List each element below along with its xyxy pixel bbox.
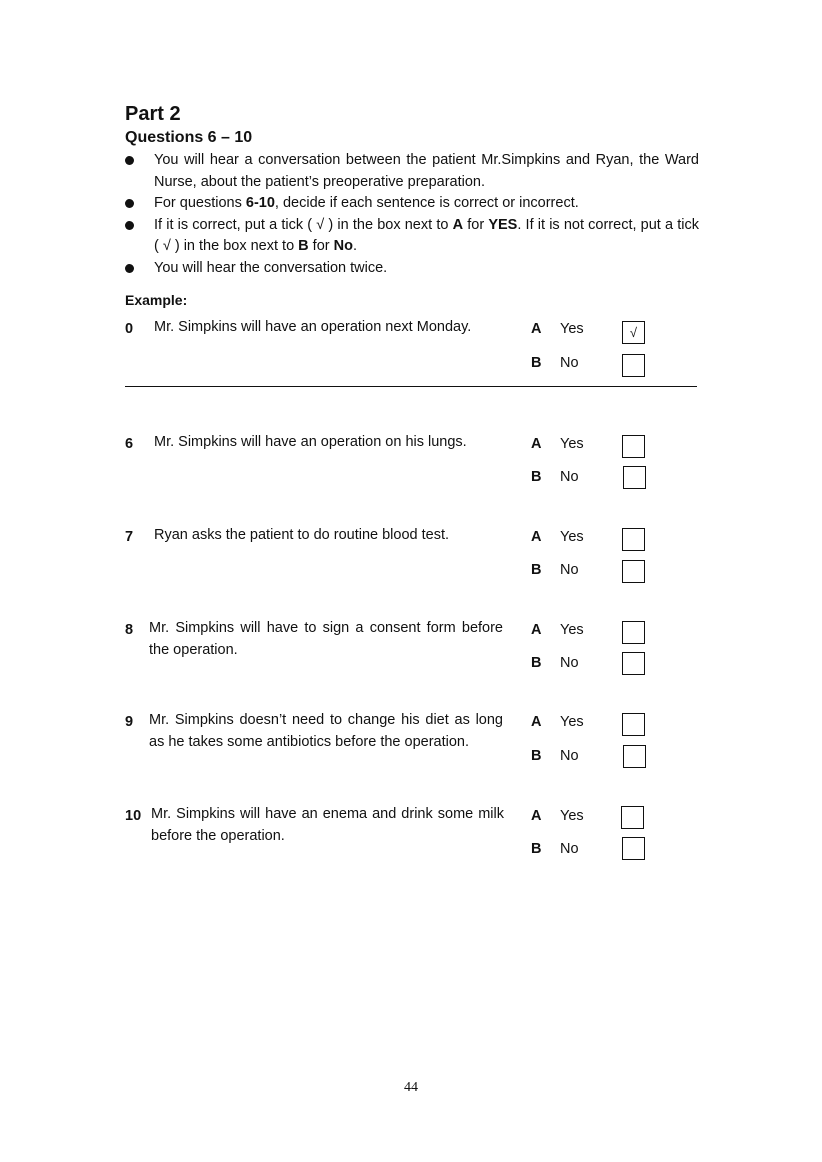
option-yes-label: Yes <box>560 529 584 545</box>
option-b-letter: B <box>531 562 542 578</box>
option-b-letter: B <box>531 469 542 485</box>
bullet-icon <box>125 264 134 273</box>
instruction-item <box>125 258 699 280</box>
instruction-bold: YES <box>488 216 518 233</box>
example-label: Example: <box>125 292 188 308</box>
instruction-bold: A <box>452 216 464 233</box>
option-b-letter: B <box>531 841 542 857</box>
option-b-letter: B <box>531 355 542 371</box>
question-text: Mr. Simpkins will have an operation on his lungs. <box>154 434 467 450</box>
instruction-item <box>125 193 699 215</box>
instruction-bold: B <box>298 238 309 254</box>
instruction-text: . <box>352 238 358 254</box>
option-yes-label: Yes <box>560 808 584 824</box>
option-a-letter: A <box>531 622 542 638</box>
option-yes-label: Yes <box>560 622 584 638</box>
answer-checkbox-yes[interactable] <box>622 621 645 644</box>
option-no-label: No <box>560 655 579 671</box>
page-number: 44 <box>404 1080 418 1095</box>
question-number: 10 <box>125 808 142 824</box>
instruction-text: for <box>308 238 334 254</box>
option-no-label: No <box>560 841 579 857</box>
bullet-icon <box>125 221 134 230</box>
option-a-letter: A <box>531 714 542 730</box>
instruction-text: for <box>463 216 489 233</box>
option-a-letter: A <box>531 529 542 545</box>
question-number: 8 <box>125 622 134 638</box>
option-b-letter: B <box>531 655 542 671</box>
answer-checkbox-yes[interactable] <box>621 806 644 829</box>
option-no-label: No <box>560 355 579 371</box>
answer-checkbox-yes[interactable] <box>622 435 645 458</box>
instruction-text: . If it is not correct, put a tick ( √ ) in the box next to <box>154 216 699 254</box>
question-text: Mr. Simpkins will have an enema and drink some milk before the operation. <box>151 806 504 844</box>
question-text: Mr. Simpkins doesn’t need to change his diet as long as he takes some antibiotics before the operation. <box>149 712 503 750</box>
answer-checkbox-no[interactable] <box>623 745 646 768</box>
answer-checkbox-yes[interactable] <box>622 528 645 551</box>
part-title: Part 2 <box>125 103 181 125</box>
instruction-text: If it is correct, put a tick ( √ ) in the box next to <box>154 216 453 233</box>
question-text: Mr. Simpkins will have an operation next Monday. <box>154 319 472 335</box>
option-no-label: No <box>560 748 579 764</box>
instruction-text: You will hear the conversation twice. <box>154 259 388 276</box>
questions-range: Questions 6 – 10 <box>125 129 253 146</box>
question-text: Ryan asks the patient to do routine blood test. <box>154 527 450 543</box>
instruction-item <box>125 150 699 193</box>
question-text: Mr. Simpkins will have to sign a consent form before the operation. <box>149 620 503 658</box>
question-number: 0 <box>125 321 134 337</box>
answer-checkbox-no[interactable] <box>622 837 645 860</box>
option-yes-label: Yes <box>560 436 584 452</box>
option-no-label: No <box>560 562 579 578</box>
question-number: 9 <box>125 714 134 730</box>
bullet-icon <box>125 199 134 208</box>
bullet-icon <box>125 156 134 165</box>
option-a-letter: A <box>531 808 542 824</box>
option-a-letter: A <box>531 321 542 337</box>
answer-checkbox-no[interactable] <box>622 354 645 377</box>
option-b-letter: B <box>531 748 542 764</box>
answer-checkbox-no[interactable] <box>622 560 645 583</box>
question-number: 7 <box>125 529 134 545</box>
instruction-text: , decide if each sentence is correct or incorrect. <box>274 195 579 211</box>
answer-checkbox-no[interactable] <box>623 466 646 489</box>
option-a-letter: A <box>531 436 542 452</box>
option-yes-label: Yes <box>560 321 584 337</box>
instruction-bold: 6-10 <box>245 195 275 211</box>
divider <box>125 386 697 387</box>
instruction-item <box>125 215 699 258</box>
option-no-label: No <box>560 469 579 485</box>
question-number: 6 <box>125 436 134 452</box>
instruction-text: You will hear a conversation between the patient Mr.Simpkins and Ryan, the Ward Nurse, about the patient’s preoperative preparation. <box>154 152 699 190</box>
instructions-list <box>125 150 699 279</box>
answer-checkbox-yes[interactable]: √ <box>622 321 645 344</box>
answer-checkbox-yes[interactable] <box>622 713 645 736</box>
instruction-text: For questions <box>154 195 246 211</box>
answer-checkbox-no[interactable] <box>622 652 645 675</box>
option-yes-label: Yes <box>560 714 584 730</box>
instruction-bold: No <box>333 238 353 254</box>
